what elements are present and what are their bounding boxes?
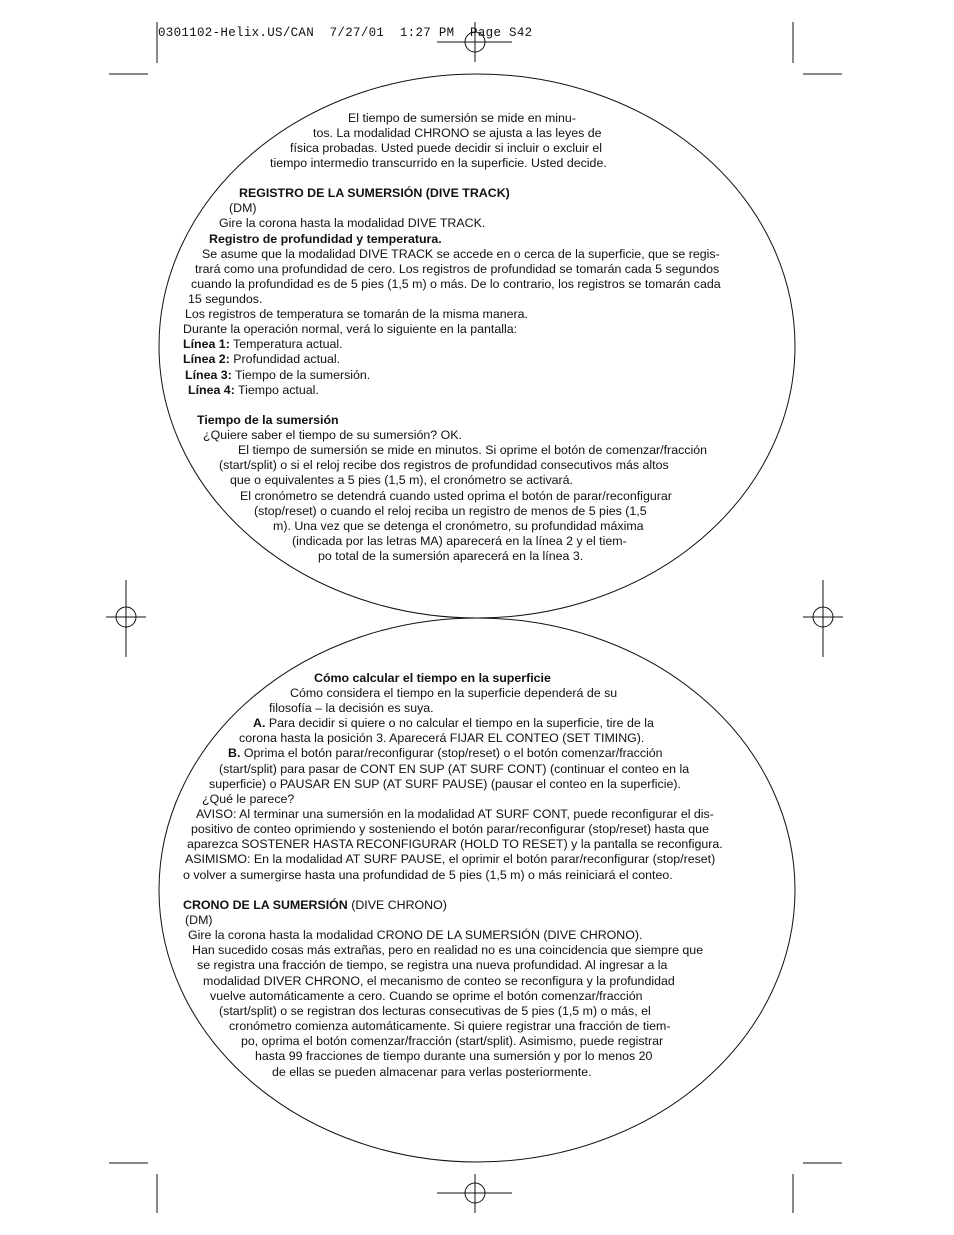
bottom-circle-line <box>187 837 723 852</box>
top-circle-bold-text: REGISTRO DE LA SUMERSIÓN (DIVE TRACK) <box>239 186 510 200</box>
top-circle-body-text: cuando la profundidad es de 5 pies (1,5 m) o más. De lo contrario, los registros se tomarán cada <box>191 277 721 291</box>
top-circle-line <box>185 307 528 322</box>
top-circle-line <box>290 141 602 156</box>
top-circle-line <box>273 519 644 534</box>
top-circle-body-text: Los registros de temperatura se tomarán de la misma manera. <box>185 307 528 321</box>
top-circle-body-text: trará como una profundidad de cero. Los registros de profundidad se tomarán cada 5 segundos <box>195 262 720 276</box>
bottom-circle-body-text: vuelve automáticamente a cero. Cuando se oprime el botón comenzar/fracción <box>210 989 643 1003</box>
bottom-circle-body-text: filosofía – la decisión es suya. <box>269 701 434 715</box>
bottom-circle-body-text: superficie) o PAUSAR EN SUP (AT SURF PAUSE) (pausar el conteo en la superficie). <box>209 777 681 791</box>
top-circle-line <box>313 126 602 141</box>
bottom-circle-line <box>196 807 714 822</box>
print-slug: 0301102-Helix.US/CAN 7/27/01 1:27 PM Page S42 <box>158 26 533 40</box>
bottom-circle-line <box>228 746 663 761</box>
bottom-circle-body-text: cronómetro comienza automáticamente. Si quiere registrar una fracción de tiem- <box>229 1019 671 1033</box>
bottom-circle-body-text: ¿Qué le parece? <box>202 792 295 806</box>
top-circle-bold-text: Registro de profundidad y temperatura. <box>209 232 442 246</box>
top-circle-line <box>229 201 257 216</box>
bottom-circle-bold-text: Cómo calcular el tiempo en la superficie <box>314 671 551 685</box>
top-circle-bold-text: Tiempo de la sumersión <box>197 413 339 427</box>
bottom-circle-line <box>210 989 643 1004</box>
bottom-circle-body-text: (start/split) para pasar de CONT EN SUP (AT SURF CONT) (continuar el conteo en la <box>219 762 690 776</box>
top-circle-body-text: (stop/reset) o cuando el reloj reciba un registro de menos de 5 pies (1,5 <box>254 504 647 518</box>
bottom-circle-body-text: modalidad DIVER CHRONO, el mecanismo de conteo se reconfigura y la profundidad <box>203 974 675 988</box>
top-circle-line <box>348 111 576 126</box>
bottom-circle-line <box>197 958 667 973</box>
top-circle-body-text: tiempo intermedio transcurrido en la superficie. Usted decide. <box>270 156 607 170</box>
bottom-circle-line <box>253 716 654 731</box>
bottom-circle-body-text: positivo de conteo oprimiendo y sosteniendo el botón parar/reconfigurar (stop/reset) hasta que <box>191 822 709 836</box>
top-circle-line <box>239 186 510 201</box>
bottom-circle-body-text: Para decidir si quiere o no calcular el tiempo en la superficie, tire de la <box>265 716 654 730</box>
top-circle-line <box>188 292 262 307</box>
bottom-circle-line <box>191 822 709 837</box>
top-circle-body-text: (indicada por las letras MA) aparecerá en la línea 2 y el tiem- <box>292 534 627 548</box>
top-circle-body-text: Tiempo actual. <box>234 383 319 397</box>
bottom-circle-body-text: aparezca SOSTENER HASTA RECONFIGURAR (HOLD TO RESET) y la pantalla se reconfigura. <box>187 837 723 851</box>
top-circle-body-text: Gire la corona hasta la modalidad DIVE TRACK. <box>219 216 486 230</box>
bottom-circle-body-text: AVISO: Al terminar una sumersión en la modalidad AT SURF CONT, puede reconfigurar el dis- <box>196 807 714 821</box>
bottom-circle-body-text: po, oprima el botón comenzar/fracción (start/split). Asimismo, puede registrar <box>241 1034 664 1048</box>
top-circle-line <box>318 549 583 564</box>
bottom-circle-line <box>183 898 447 913</box>
top-circle-line <box>183 352 340 367</box>
bottom-circle-body-text: (start/split) o se registran dos lecturas consecutivas de 5 pies (1,5 m) o más, el <box>219 1004 651 1018</box>
top-circle-body-text: El tiempo de sumersión se mide en minutos. Si oprime el botón de comenzar/fracción <box>238 443 708 457</box>
top-circle-line <box>202 247 720 262</box>
bottom-circle-body-text: Gire la corona hasta la modalidad CRONO DE LA SUMERSIÓN (DIVE CHRONO). <box>188 928 643 942</box>
bottom-circle-line <box>188 928 642 943</box>
top-circle-line <box>203 428 462 443</box>
top-circle-line <box>183 322 517 337</box>
bottom-circle-line <box>290 686 617 701</box>
top-circle-line <box>209 232 442 247</box>
bottom-circle-line <box>239 731 644 746</box>
top-circle-bold-text: Línea 3: <box>185 368 232 382</box>
top-circle-line <box>195 262 719 277</box>
bottom-circle-body-text: Oprima el botón parar/reconfigurar (stop/reset) o el botón comenzar/fracción <box>240 746 663 760</box>
top-circle-body-text: (start/split) o si el reloj recibe dos registros de profundidad consecutivos más altos <box>219 458 669 472</box>
top-circle-line <box>238 443 707 458</box>
top-circle-body-text: Temperatura actual. <box>229 337 343 351</box>
bottom-circle-line <box>229 1019 670 1034</box>
bottom-circle-line <box>185 913 213 928</box>
bottom-circle-line <box>202 792 294 807</box>
bottom-circle-body-text: ASIMISMO: En la modalidad AT SURF PAUSE, el oprimir el botón parar/reconfigurar (stop/reset) <box>185 852 716 866</box>
top-circle-line <box>185 368 370 383</box>
top-circle-bold-text: Línea 2: <box>183 352 230 366</box>
top-circle-line <box>188 383 319 398</box>
bottom-circle-line <box>185 852 715 867</box>
top-circle-body-text: m). Una vez que se detenga el cronómetro, su profundidad máxima <box>273 519 644 533</box>
bottom-circle-line <box>209 777 681 792</box>
bottom-circle-body-text: Han sucedido cosas más extrañas, pero en realidad no es una coincidencia que siempre que <box>192 943 704 957</box>
top-circle-body-text: El tiempo de sumersión se mide en minu- <box>348 111 576 125</box>
top-circle-body-text: Se asume que la modalidad DIVE TRACK se accede en o cerca de la superficie, que se regis- <box>202 247 720 261</box>
bottom-circle-body-text: corona hasta la posición 3. Aparecerá FIJAR EL CONTEO (SET TIMING). <box>239 731 645 745</box>
top-circle-line <box>292 534 627 549</box>
bottom-circle-line <box>219 762 689 777</box>
bottom-circle-line <box>183 868 673 883</box>
bottom-circle-line <box>203 974 675 989</box>
bottom-circle-body-text: (DM) <box>185 913 213 927</box>
bottom-circle-body-text: hasta 99 fracciones de tiempo durante una sumersión y por lo menos 20 <box>255 1049 653 1063</box>
bottom-circle-line <box>269 701 434 716</box>
bottom-circle-line <box>192 943 703 958</box>
top-circle-body-text: Tiempo de la sumersión. <box>231 368 371 382</box>
bottom-circle-bold-text: B. <box>228 746 241 760</box>
top-circle-body-text: ¿Quiere saber el tiempo de su sumersión? OK. <box>203 428 462 442</box>
top-circle-body-text: física probadas. Usted puede decidir si incluir o excluir el <box>290 141 602 155</box>
bottom-circle-body-text: o volver a sumergirse hasta una profundidad de 5 pies (1,5 m) o más reiniciará el conteo. <box>183 868 673 882</box>
bottom-circle-body-text: se registra una fracción de tiempo, se registra una nueva profundidad. Al ingresar a la <box>197 958 668 972</box>
top-circle-body-text: 15 segundos. <box>188 292 263 306</box>
top-circle-line <box>197 413 339 428</box>
bottom-circle-bold-text: CRONO DE LA SUMERSIÓN <box>183 898 348 912</box>
top-circle-line <box>254 504 647 519</box>
bottom-circle-body-text: de ellas se pueden almacenar para verlas posteriormente. <box>272 1065 592 1079</box>
top-circle-body-text: tos. La modalidad CHRONO se ajusta a las leyes de <box>313 126 602 140</box>
bottom-circle-body-text: (DIVE CHRONO) <box>347 898 447 912</box>
top-circle-body-text: El cronómetro se detendrá cuando usted oprima el botón de parar/reconfigurar <box>240 489 672 503</box>
top-circle-bold-text: Línea 1: <box>183 337 230 351</box>
bottom-circle-line <box>272 1065 592 1080</box>
top-circle-bold-text: Línea 4: <box>188 383 235 397</box>
top-circle-line <box>240 489 672 504</box>
top-circle-line <box>219 458 669 473</box>
top-circle-line <box>191 277 721 292</box>
bottom-circle-body-text: Cómo considera el tiempo en la superficie dependerá de su <box>290 686 618 700</box>
top-circle-body-text: que o equivalentes a 5 pies (1,5 m), el cronómetro se activará. <box>230 473 573 487</box>
bottom-circle-bold-text: A. <box>253 716 266 730</box>
top-circle-body-text: (DM) <box>229 201 257 215</box>
top-circle-body-text: Profundidad actual. <box>229 352 341 366</box>
top-circle-line <box>270 156 607 171</box>
top-circle-line <box>183 337 343 352</box>
bottom-circle-line <box>255 1049 652 1064</box>
top-circle-body-text: po total de la sumersión aparecerá en la línea 3. <box>318 549 584 563</box>
bottom-circle-line <box>241 1034 663 1049</box>
top-circle-line <box>230 473 573 488</box>
bottom-circle-line <box>314 671 551 686</box>
bottom-circle-line <box>219 1004 651 1019</box>
top-circle-body-text: Durante la operación normal, verá lo siguiente en la pantalla: <box>183 322 518 336</box>
top-circle-line <box>219 216 485 231</box>
